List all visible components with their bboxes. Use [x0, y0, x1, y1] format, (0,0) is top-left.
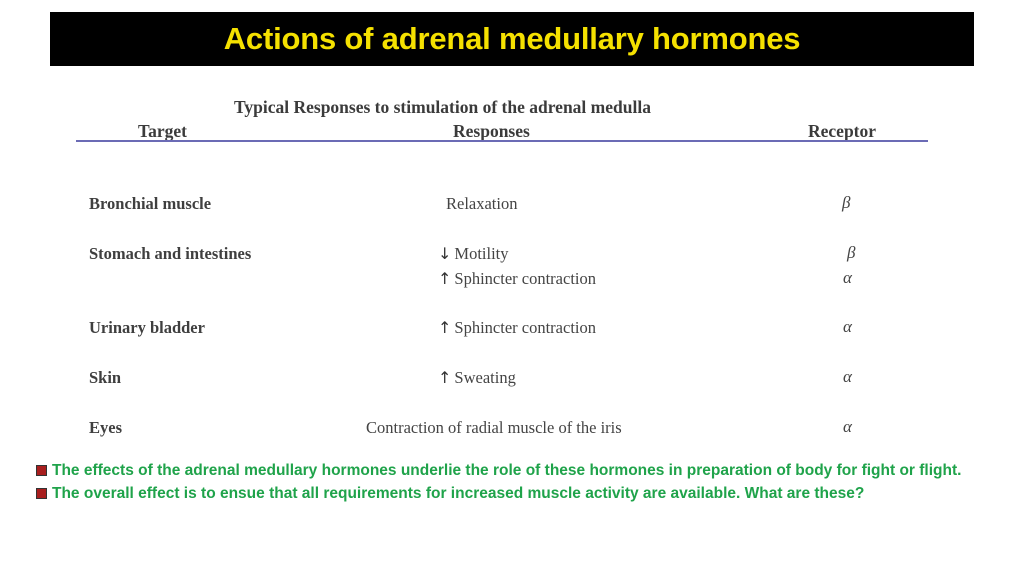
row-target-stomach: Stomach and intestines: [89, 244, 252, 263]
table-caption: Typical Responses to stimulation of the adrenal medulla: [234, 97, 651, 117]
response-text: Relaxation: [446, 194, 518, 213]
response-text: Motility: [454, 244, 509, 263]
row-receptor: β: [847, 243, 856, 262]
row-response-iris: [366, 418, 622, 438]
arrow-up-icon: ↑: [438, 368, 452, 387]
arrow-up-icon: ↑: [438, 318, 452, 337]
bullet-text: The overall effect is to ensue that all requirements for increased muscle activity are available. What are these?: [52, 485, 865, 502]
bullet-item: [36, 482, 996, 505]
row-target-bronchial: Bronchial muscle: [89, 194, 212, 213]
row-response-sphincter: [438, 269, 596, 289]
square-bullet-icon: [36, 488, 47, 499]
row-receptor: α: [843, 367, 852, 386]
row-receptor: β: [842, 193, 851, 212]
bullet-text: The effects of the adrenal medullary hormones underlie the role of these hormones in preparation of body for fight or flight.: [52, 462, 962, 479]
bullet-item: [36, 459, 996, 482]
header-receptor: Receptor: [808, 121, 877, 141]
response-text: Sweating: [454, 368, 516, 387]
row-target-eyes: Eyes: [89, 418, 122, 437]
row-response-sweating: [438, 368, 516, 388]
arrow-down-icon: ↓: [438, 244, 452, 263]
row-target-skin: Skin: [89, 368, 122, 387]
header-responses: Responses: [453, 121, 530, 141]
bullet-list: [36, 459, 996, 505]
arrow-up-icon: ↑: [438, 269, 452, 288]
row-receptor: α: [843, 417, 852, 436]
response-text: Sphincter contraction: [454, 269, 596, 288]
slide-title: Actions of adrenal medullary hormones: [223, 21, 801, 56]
header-target: Target: [138, 121, 187, 141]
row-receptor: α: [843, 268, 852, 287]
header-rule: [76, 140, 928, 142]
row-receptor: α: [843, 317, 852, 336]
response-text: Sphincter contraction: [454, 318, 596, 337]
response-text: Contraction of radial muscle of the iris: [366, 418, 622, 437]
row-response-relaxation: [446, 194, 517, 214]
row-target-bladder: Urinary bladder: [89, 318, 205, 337]
row-response-motility: [438, 244, 509, 264]
square-bullet-icon: [36, 465, 47, 476]
row-response-sphincter: [438, 318, 596, 338]
